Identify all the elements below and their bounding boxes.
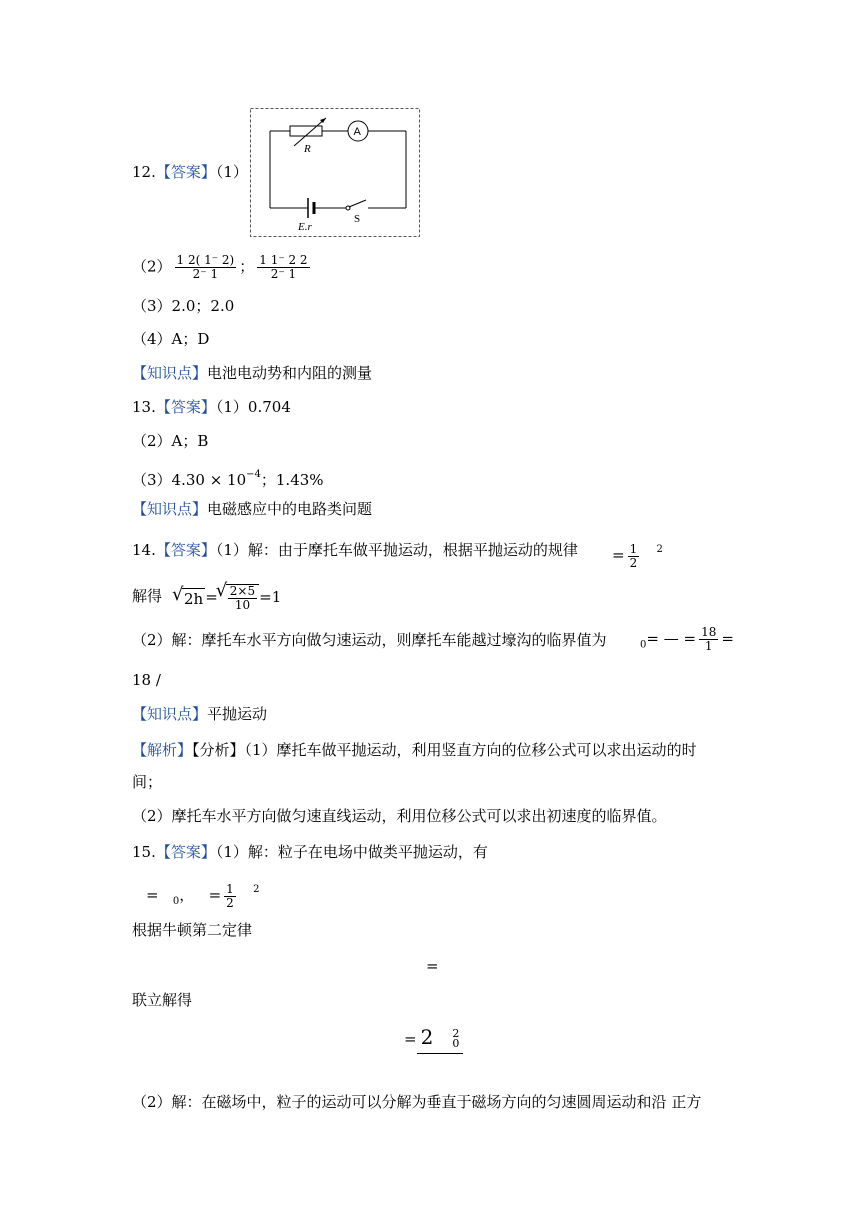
q12-number: 12.: [132, 163, 156, 181]
knowledge-tag: 【知识点】: [132, 705, 208, 723]
q13-knowledge-point: 【知识点】电磁感应中的电路类问题: [132, 500, 373, 518]
answer-tag: 【答案】: [155, 843, 216, 861]
sqrt-expression: √ 2h: [182, 588, 205, 609]
knowledge-tag: 【知识点】: [132, 364, 208, 382]
q15-newton-label: 根据牛顿第二定律: [132, 921, 253, 939]
answer-tag: 【答案】: [155, 541, 216, 559]
battery-label: E.r: [298, 221, 312, 233]
q12-part1: （1）: [215, 163, 248, 181]
q15-equations: = $_0$， = $\frac{1}{2}$ $^2$: [146, 881, 260, 910]
q13-line1: 13.【答案】（1）0.704: [132, 398, 291, 416]
q14-solve-equation: √ 2h = √ $\frac{2\times 5}{10}$ =1: [174, 584, 281, 612]
switch-label: S: [354, 213, 361, 225]
q13-part3: $(3)4.30 \times 10^{-4}$；1.43%: [132, 469, 324, 489]
q13-number: 13.: [132, 398, 156, 416]
resistor-label: R: [304, 143, 311, 155]
q12-line1: [132, 162, 248, 182]
q15-part2: （2）解：在磁场中，粒子的运动可以分解为垂直于磁场方向的匀速圆周运动和沿 正方: [132, 1093, 702, 1111]
ammeter-label: A: [353, 126, 361, 138]
q14-analysis-line2: 间；: [132, 773, 163, 791]
circuit-diagram: [250, 108, 421, 238]
q12-part3: （3）2.0；2.0: [132, 297, 235, 315]
q14-part2-equation: $_0$= — = $\frac{18}{1}$ =: [640, 625, 734, 653]
q14-part2-line2: 18 /: [132, 671, 161, 689]
q14-analysis: 【解析】【分析】（1）摩托车做平抛运动，利用竖直方向的位移公式可以求出运动的时: [132, 741, 697, 759]
knowledge-tag: 【知识点】: [132, 500, 208, 518]
answer-tag: 【答案】: [155, 163, 216, 181]
rheostat-symbol: [290, 118, 326, 146]
q14-equation1: = $\frac{1}{2}$ $^2$: [612, 541, 663, 570]
q14-solve-label: 解得: [132, 587, 163, 605]
q12-part4: （4）A；D: [132, 330, 210, 348]
q14-line1: 14.【答案】（1）解：由于摩托车做平抛运动，根据平抛运动的规律: [132, 541, 578, 559]
q15-line1: 15.【答案】（1）解：粒子在电场中做类平抛运动，有: [132, 843, 488, 861]
q15-combine-label: 联立解得: [132, 991, 193, 1009]
battery-symbol: [308, 198, 314, 218]
q14-analysis-line3: （2）摩托车水平方向做匀速直线运动，利用位移公式可以求出初速度的临界值。: [132, 807, 667, 825]
switch-symbol: [346, 200, 366, 210]
answer-tag: 【答案】: [155, 398, 216, 416]
q12-knowledge-point: 【知识点】电池电动势和内阻的测量: [132, 364, 373, 382]
q15-newton-eq: =: [426, 957, 439, 975]
q13-part2: （2）A；B: [132, 432, 209, 450]
fraction: $\frac{1 2( 1^- 2)}{2^- 1}$: [176, 253, 235, 281]
fraction-half: $\frac{1}{2}$: [226, 881, 234, 910]
q12-part2: （2） $\frac{1 2( 1^- 2)}{2^- 1}$ ； $\frac{1 1^- 2 2}{2^- 1}$: [132, 253, 308, 281]
fraction-half: $\frac{1}{2}$: [629, 541, 638, 570]
fraction: $\frac{1 1^- 2 2}{2^- 1}$: [259, 253, 308, 281]
sqrt-expression: √ $\frac{2\times 5}{10}$: [226, 584, 259, 612]
q14-knowledge-point: 【知识点】平抛运动: [132, 705, 268, 723]
q14-number: 14.: [132, 541, 156, 559]
q15-number: 15.: [132, 843, 156, 861]
fraction: $\frac{18}{1}$: [701, 625, 717, 653]
q15-result: = 2 2 0: [404, 1026, 463, 1054]
analysis-tag: 【解析】: [132, 741, 193, 759]
q14-part2: （2）解：摩托车水平方向做匀速运动，则摩托车能越过壕沟的临界值为: [132, 631, 607, 649]
